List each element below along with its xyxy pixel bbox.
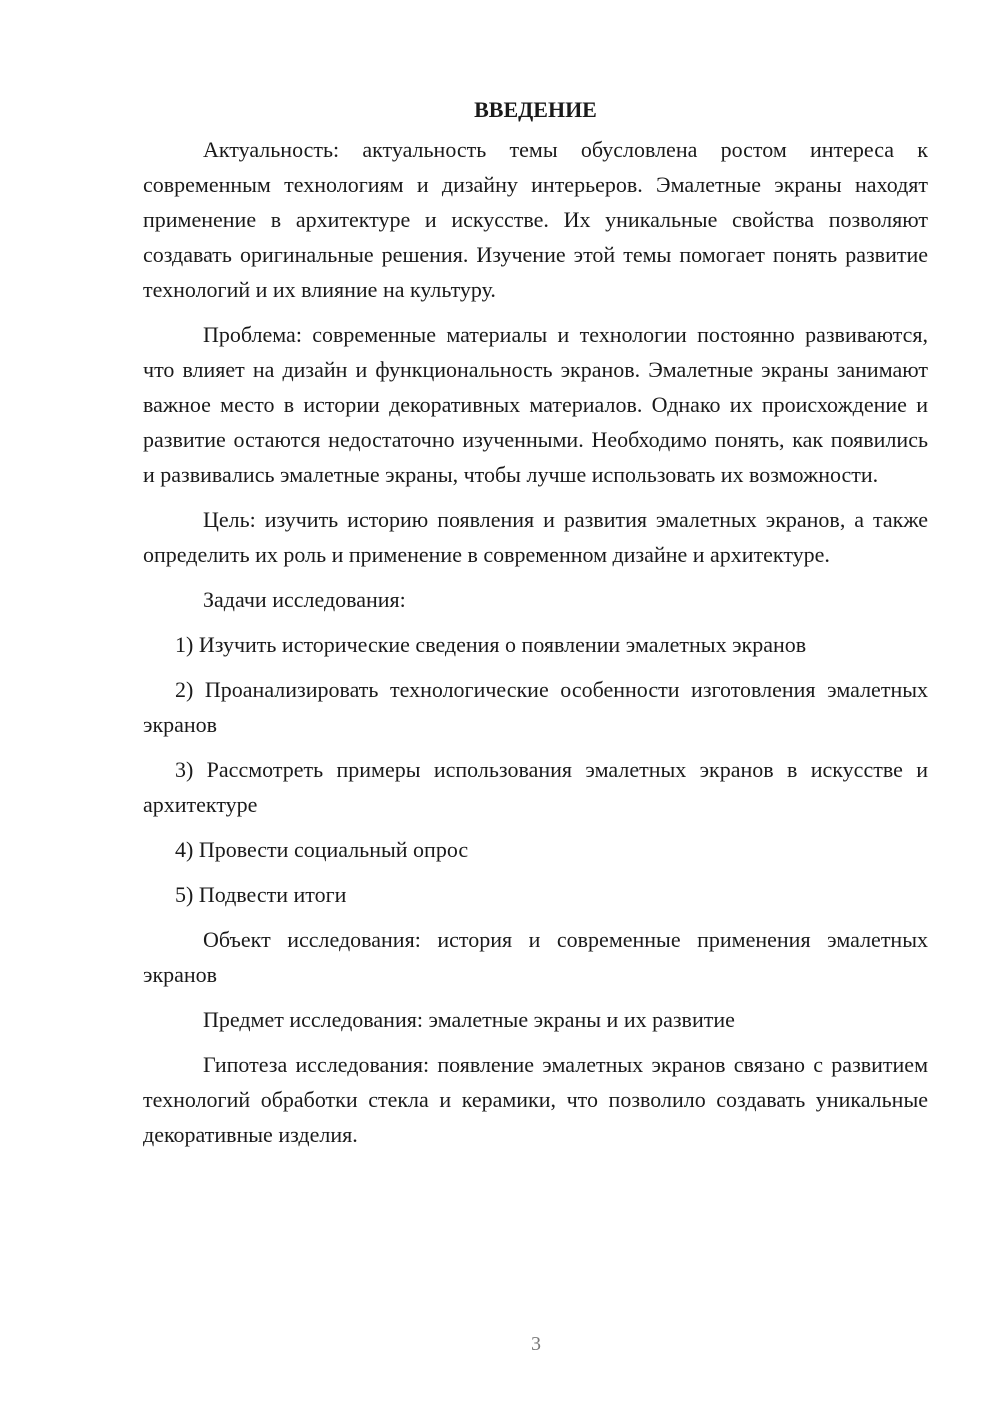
goal-paragraph: Цель: изучить историю появления и развития эмалетных экранов, а также определить их роль и применение в современном дизайне и архитектуре. [143,507,928,567]
relevance-paragraph: Актуальность: актуальность темы обусловлена ростом интереса к современным технологиям и дизайну интерьеров. Эмалетные экраны находят применение в архитектуре и искусстве. Их уникальные свойства позволяют создавать оригинальные решения. Изучение этой темы помогает понять развитие технологий и их влияние на культуру. [143,137,928,302]
subject-paragraph: Предмет исследования: эмалетные экраны и их развитие [203,1007,735,1032]
task-item-3: 3) Рассмотреть примеры использования эмалетных экранов в искусстве и архитектуре [143,757,928,817]
page-number: 3 [531,1333,541,1355]
page-content [143,92,928,1152]
task-item-2: 2) Проанализировать технологические особенности изготовления эмалетных экранов [143,677,928,737]
task-item-4: 4) Провести социальный опрос [175,837,469,862]
section-title: ВВЕДЕНИЕ [474,97,597,122]
tasks-heading: Задачи исследования: [203,587,406,612]
task-item-1: 1) Изучить исторические сведения о появлении эмалетных экранов [175,632,807,657]
hypothesis-paragraph: Гипотеза исследования: появление эмалетных экранов связано с развитием технологий обработки стекла и керамики, что позволило создавать уникальные декоративные изделия. [143,1052,928,1147]
task-item-5: 5) Подвести итоги [175,882,347,907]
problem-paragraph: Проблема: современные материалы и технологии постоянно развиваются, что влияет на дизайн и функциональность экранов. Эмалетные экраны занимают важное место в истории декоративных материалов. Однако их происхождение и развитие остаются недостаточно изученными. Необходимо понять, как появились и развивались эмалетные экраны, чтобы лучше использовать их возможности. [143,322,928,487]
object-paragraph: Объект исследования: история и современные применения эмалетных экранов [143,927,928,987]
